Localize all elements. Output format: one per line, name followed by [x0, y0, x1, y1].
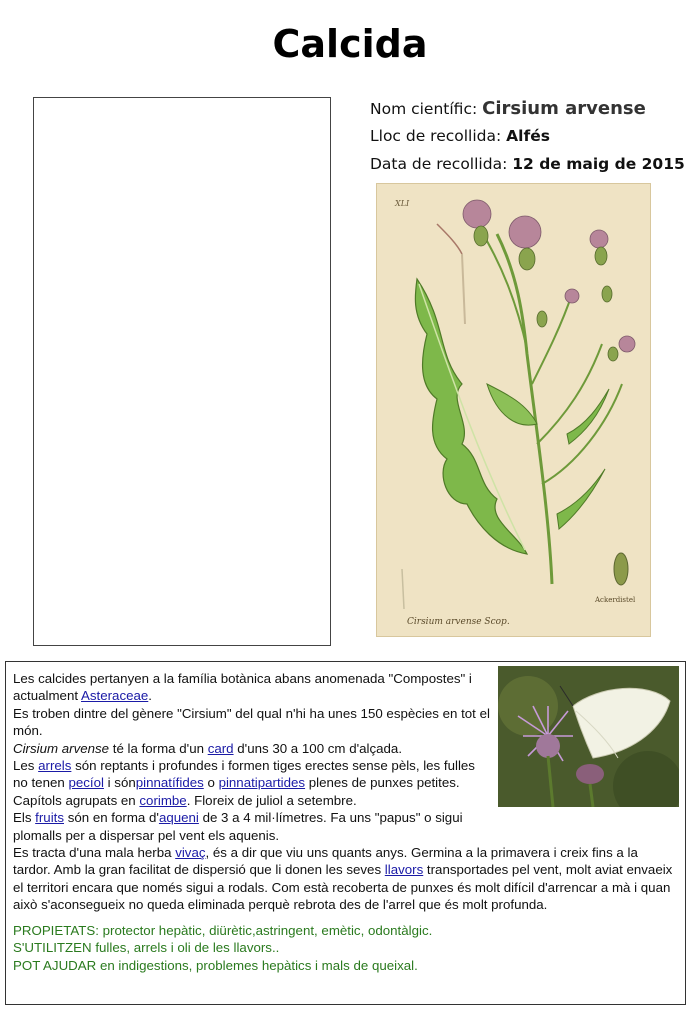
plate-corner-label: Ackerdistel [595, 596, 636, 604]
text-span: , és a dir que viu uns quants anys. Germina a la primavera i creix fins a la tardor. Amb la gran facilitat de dispersió que li donen les seves [13, 845, 638, 878]
text-span: són reptants i profundes i formen tiges erectes sense pèls, les fulles no tenen [13, 758, 475, 791]
text-span: transportades pel vent, molt aviat envaeix el territori encara que només sigui a rodals. Com està recoberta de punxes és molt difícil d'arrencar a mà i quan això s'aconsegueix no queda eliminada perquè rebrota des de l'arrel que és molt profunda. [13, 862, 673, 913]
description-paragraph-fruits [13, 809, 678, 844]
link-pinnatifides[interactable]: pinnatífides [135, 775, 204, 791]
butterfly-on-thistle-photo [498, 666, 679, 807]
properties-line: PROPIETATS: protector hepàtic, diürètic,astringent, emètic, odontàlgic. [13, 922, 433, 938]
description-text [13, 670, 678, 974]
text-span: Els [13, 810, 36, 826]
plate-caption: Cirsium arvense Scop. [407, 617, 510, 627]
specimen-frame [33, 97, 331, 646]
collection-date-line [370, 155, 685, 173]
text-span: Les [13, 758, 39, 774]
plate-number: XLI [395, 199, 410, 208]
uses-line: S'UTILITZEN fulles, arrels i oli de les llavors.. [13, 940, 280, 956]
link-arrels[interactable]: arrels [38, 758, 72, 774]
text-span: . [148, 688, 152, 704]
butterfly-photo-drawing [498, 666, 679, 807]
link-aqueni[interactable]: aqueni [158, 810, 199, 826]
thistle-illustration [377, 184, 650, 636]
link-fruits[interactable]: fruits [35, 810, 64, 826]
text-span: plenes de punxes petites. Capítols agrupats en [13, 775, 460, 808]
link-peciol[interactable]: pecíol [68, 775, 104, 791]
scientific-name-line [370, 98, 646, 119]
scientific-name-value: Cirsium arvense [482, 98, 646, 119]
link-llavors[interactable]: llavors [384, 862, 424, 878]
collection-date-label: Data de recollida: [370, 155, 508, 173]
page-title: Calcida [272, 22, 428, 66]
collection-date-value: 12 de maig de 2015 [512, 155, 685, 173]
link-vivac[interactable]: vivaç [175, 845, 206, 861]
description-box [5, 661, 686, 1005]
description-paragraph-genus: Es troben dintre del gènere "Cirsium" del qual n'hi ha unes 150 espècies en tot el món. [13, 705, 490, 739]
text-span: té la forma d'un [109, 740, 208, 756]
link-card[interactable]: card [207, 740, 234, 756]
text-span: . Floreix de juliol a setembre. [186, 792, 357, 808]
link-asteraceae[interactable]: Asteraceae [81, 688, 149, 704]
text-span: Les calcides pertanyen a la família botànica abans anomenada "Compostes" i actualment [13, 671, 472, 704]
collection-place-line [370, 127, 550, 145]
species-name-italic: Cirsium arvense [13, 740, 110, 756]
botanical-plate-illustration [376, 183, 651, 637]
benefits-line: POT AJUDAR en indigestions, problemes hepàtics i mals de queixal. [13, 957, 418, 973]
scientific-name-label: Nom científic: [370, 100, 478, 118]
link-corimbe[interactable]: corimbe [139, 792, 187, 808]
properties-section [13, 922, 678, 975]
link-pinnatipartides[interactable]: pinnatipartides [218, 775, 306, 791]
text-span: i són [103, 775, 136, 791]
collection-place-value: Alfés [506, 127, 550, 145]
text-span: Es tracta d'una mala herba [13, 845, 176, 861]
collection-place-label: Lloc de recollida: [370, 127, 502, 145]
text-span: d'uns 30 a 100 cm d'alçada. [233, 740, 403, 756]
description-paragraph-ecology [13, 844, 678, 914]
text-span: o [203, 775, 219, 791]
text-span: de 3 a 4 mil·límetres. Fa uns "papus" o sigui plomalls per a dispersar pel vent els aquenis. [13, 810, 463, 843]
text-span: són en forma d' [64, 810, 159, 826]
